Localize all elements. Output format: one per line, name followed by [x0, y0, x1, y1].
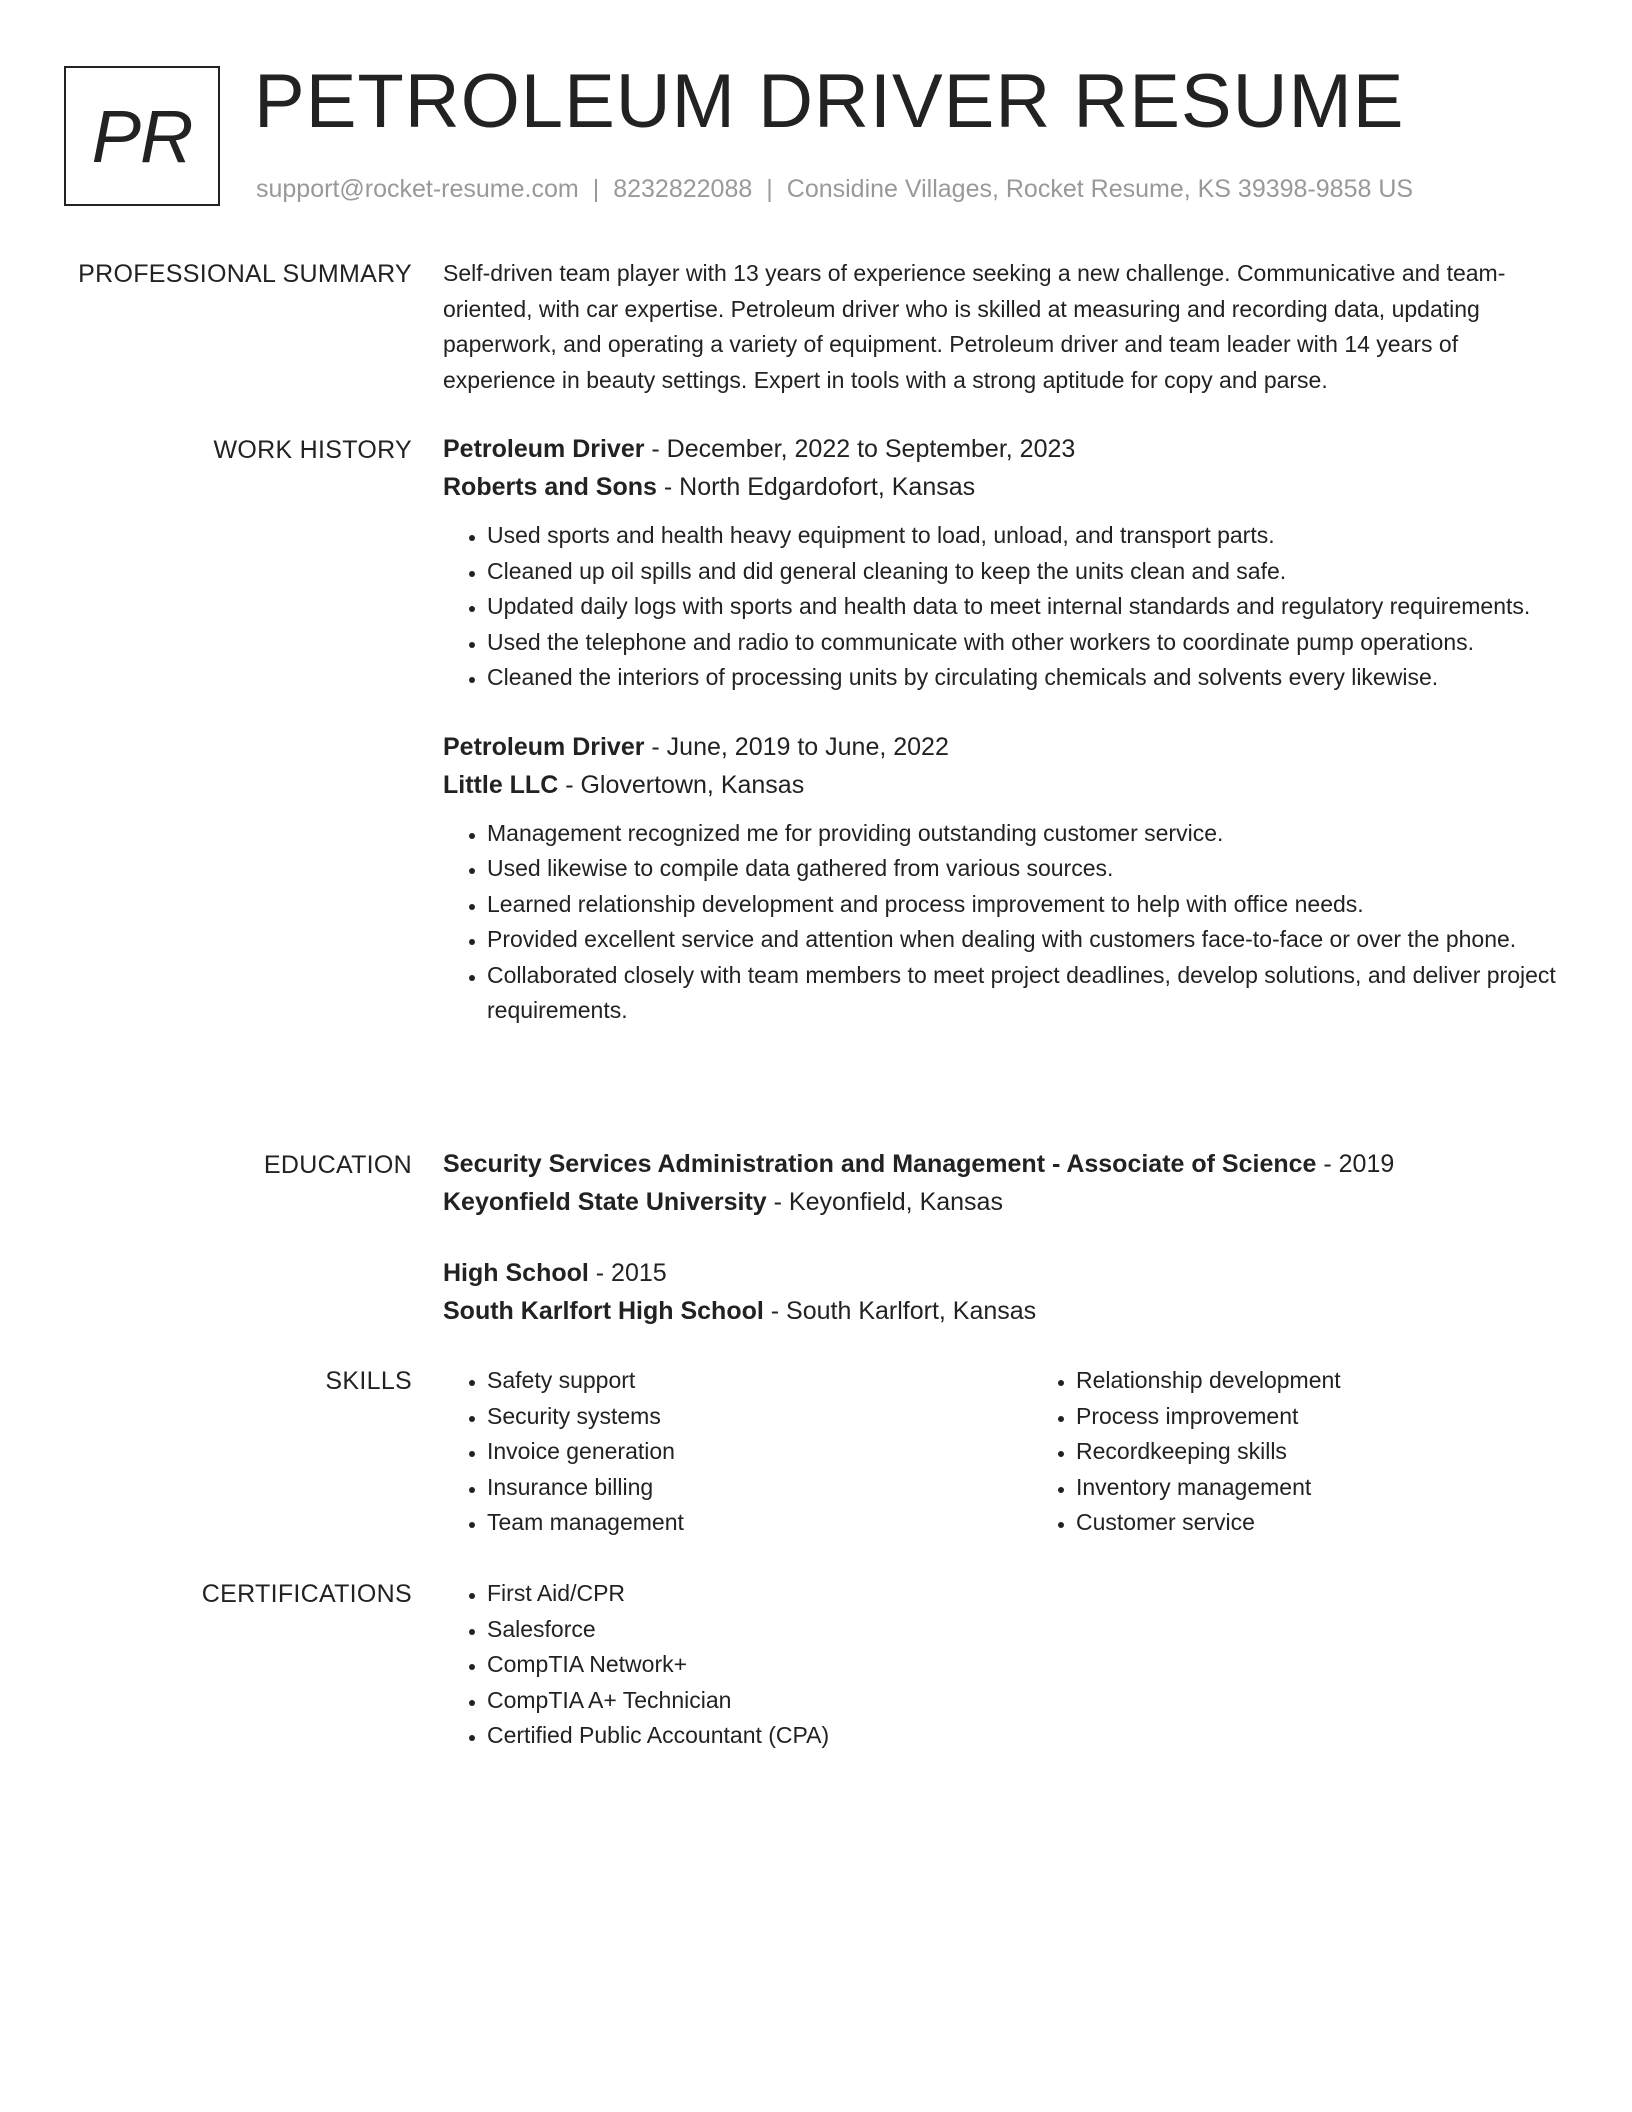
education-location: - South Karlfort, Kansas — [763, 1297, 1037, 1325]
job-role: Petroleum Driver — [443, 435, 645, 463]
list-item: • Process improvement — [1076, 1399, 1621, 1435]
education-degree: High School — [443, 1259, 589, 1287]
certifications-list — [443, 1576, 1563, 1754]
contact-separator: | — [592, 175, 600, 203]
contact-line — [256, 172, 1413, 206]
job-company: Roberts and Sons — [443, 473, 657, 501]
contact-phone: 8232822088 — [613, 175, 753, 203]
list-item: • Salesforce — [487, 1612, 1563, 1648]
job-bullets — [443, 816, 1563, 1029]
job-location: - Glovertown, Kansas — [558, 770, 805, 799]
contact-separator: | — [766, 175, 773, 203]
section-title-summary: PROFESSIONAL SUMMARY — [78, 260, 412, 288]
job-dates: - December, 2022 to September, 2023 — [644, 435, 1076, 463]
summary-text: Self-driven team player with 13 years of experience seeking a new challenge. Communicative and team-oriented, with car expertise. Petroleum driver who is skilled at measuring and recording data, updating paperwork, and operating a variety of equipment. Petroleum driver and team leader with 14 years of experience in beauty settings. Expert in tools with a strong aptitude for copy and parse. — [443, 260, 1506, 393]
list-item: • Cleaned up oil spills and did general cleaning to keep the units clean and safe. — [487, 554, 1563, 590]
list-item: • Updated daily logs with sports and health data to meet internal standards and regulatory requirements. — [487, 589, 1563, 625]
skills-body — [443, 1363, 1563, 1541]
education-entry — [443, 1145, 1563, 1221]
list-item: • Recordkeeping skills — [1076, 1434, 1621, 1470]
certifications-body — [443, 1576, 1563, 1754]
list-item: • Management recognized me for providing outstanding customer service. — [487, 816, 1563, 852]
list-item: • Customer service — [1076, 1505, 1621, 1541]
list-item: • Relationship development — [1076, 1363, 1621, 1399]
list-item: • Collaborated closely with team members to meet project deadlines, develop solutions, and deliver project requirements. — [487, 958, 1563, 1029]
education-school-line — [443, 1292, 1563, 1330]
summary-body — [443, 256, 1563, 398]
education-school: South Karlfort High School — [443, 1297, 764, 1325]
section-title-work-history: WORK HISTORY — [213, 436, 412, 464]
education-degree: Security Services Administration and Management - Associate of Science — [443, 1150, 1317, 1178]
list-item: • Provided excellent service and attention when dealing with customers face-to-face or over the phone. — [487, 922, 1563, 958]
monogram-badge — [64, 66, 220, 206]
monogram-text: PR — [91, 94, 193, 178]
list-item: • CompTIA A+ Technician — [487, 1683, 1563, 1719]
education-school-line — [443, 1183, 1563, 1221]
education-year: - 2015 — [588, 1259, 667, 1287]
education-degree-line — [443, 1145, 1563, 1183]
job-company: Little LLC — [443, 770, 559, 799]
work-history-body — [443, 430, 1563, 1029]
education-degree-line — [443, 1254, 1563, 1292]
contact-email: support@rocket-resume.com — [256, 175, 579, 203]
job-dates: - June, 2019 to June, 2022 — [644, 732, 949, 761]
education-year: - 2019 — [1316, 1150, 1395, 1178]
section-title-certifications: CERTIFICATIONS — [201, 1580, 412, 1608]
job-entry — [443, 430, 1563, 696]
job-entry — [443, 728, 1563, 1029]
job-title-line — [443, 430, 1563, 468]
skills-list-right — [1032, 1363, 1621, 1541]
skills-list-left — [443, 1363, 1032, 1541]
job-role: Petroleum Driver — [443, 732, 645, 761]
list-item: • Cleaned the interiors of processing units by circulating chemicals and solvents every likewise. — [487, 660, 1563, 696]
list-item: • Inventory management — [1076, 1470, 1621, 1506]
education-entry — [443, 1254, 1563, 1330]
job-company-line — [443, 468, 1563, 506]
education-school: Keyonfield State University — [443, 1188, 767, 1216]
job-location: - North Edgardofort, Kansas — [656, 473, 976, 501]
list-item: • CompTIA Network+ — [487, 1647, 1563, 1683]
job-bullets — [443, 518, 1563, 696]
list-item: • Used sports and health heavy equipment to load, unload, and transport parts. — [487, 518, 1563, 554]
list-item: • Team management — [487, 1505, 1032, 1541]
list-item: • Used the telephone and radio to communicate with other workers to coordinate pump operations. — [487, 625, 1563, 661]
resume-title: PETROLEUM DRIVER RESUME — [254, 59, 1405, 144]
skills-columns — [443, 1363, 1563, 1541]
list-item: • Used likewise to compile data gathered from various sources. — [487, 851, 1563, 887]
section-title-skills: SKILLS — [325, 1367, 412, 1395]
job-company-line — [443, 766, 1563, 804]
list-item: • Security systems — [487, 1399, 1032, 1435]
contact-address: Considine Villages, Rocket Resume, KS 39398-9858 US — [786, 175, 1414, 203]
job-title-line — [443, 728, 1563, 766]
list-item: • Learned relationship development and process improvement to help with office needs. — [487, 887, 1563, 923]
list-item: • Insurance billing — [487, 1470, 1032, 1506]
list-item: • First Aid/CPR — [487, 1576, 1563, 1612]
list-item: • Safety support — [487, 1363, 1032, 1399]
list-item: • Invoice generation — [487, 1434, 1032, 1470]
education-body — [443, 1145, 1563, 1330]
section-title-education: EDUCATION — [263, 1151, 412, 1179]
list-item: • Certified Public Accountant (CPA) — [487, 1718, 1563, 1754]
education-location: - Keyonfield, Kansas — [766, 1188, 1003, 1216]
